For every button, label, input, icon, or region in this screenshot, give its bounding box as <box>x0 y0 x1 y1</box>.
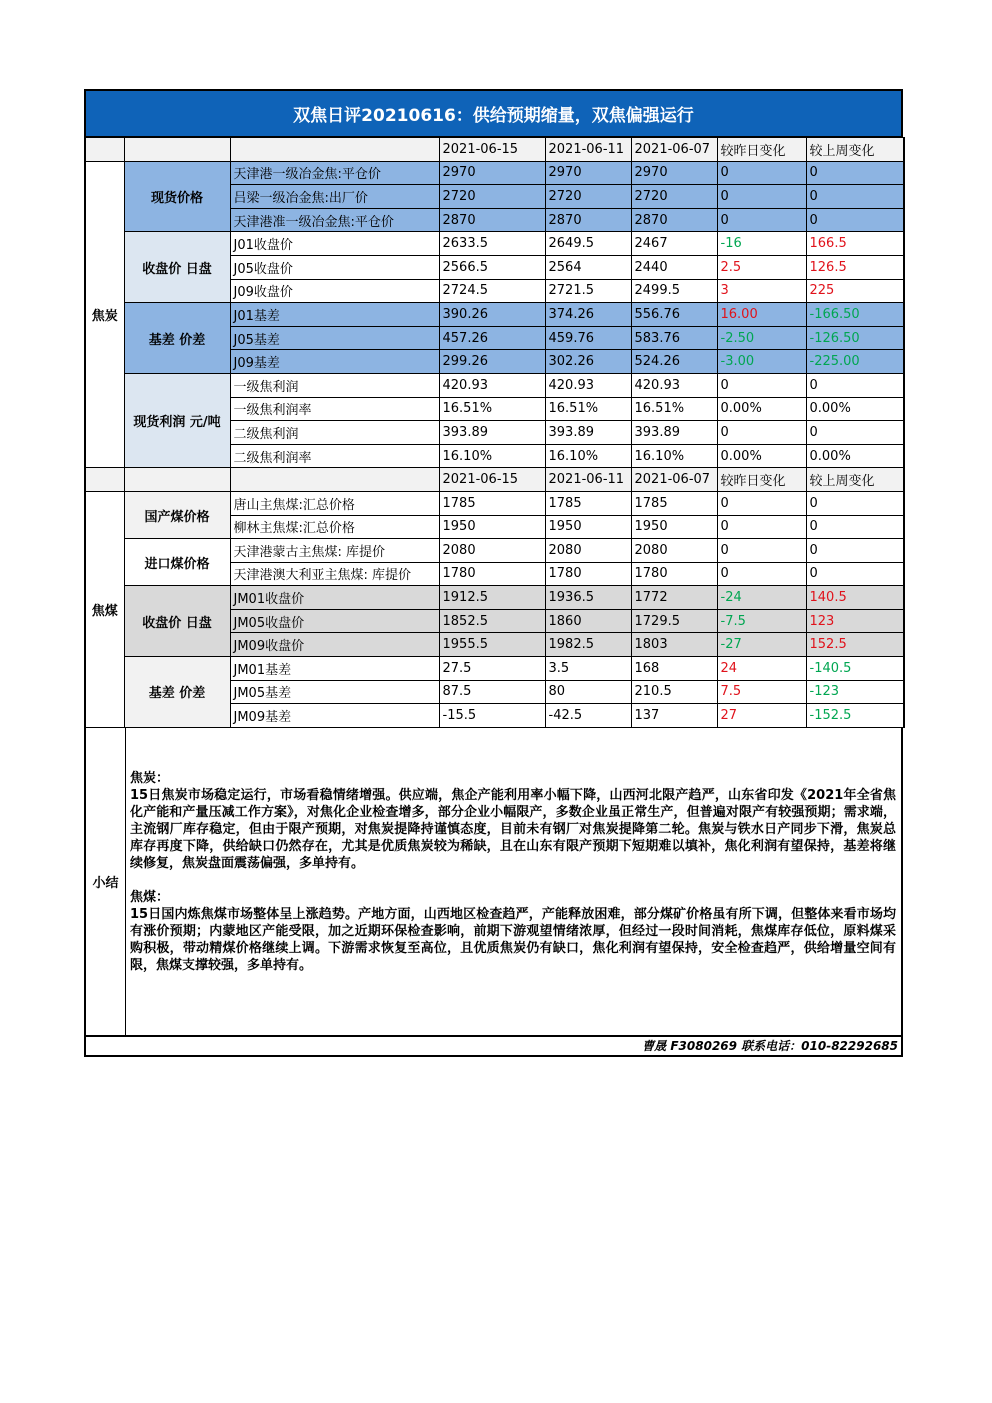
value-cell: 1912.5 <box>439 586 545 610</box>
value-cell: 2721.5 <box>545 279 631 303</box>
table-row <box>85 539 904 563</box>
table-row <box>85 232 904 256</box>
change-week-cell: 140.5 <box>806 586 904 610</box>
indicator-name: 一级焦利润 <box>230 373 439 397</box>
value-cell: 2970 <box>439 161 545 185</box>
table-row <box>85 491 904 515</box>
header-blank <box>230 138 439 162</box>
value-cell: 16.10% <box>439 444 545 468</box>
indicator-name: J09收盘价 <box>230 279 439 303</box>
change-day-cell: 0 <box>717 421 806 445</box>
change-week-cell: 0 <box>806 562 904 586</box>
change-week-cell: 0 <box>806 515 904 539</box>
coke-summary-heading: 焦炭： <box>130 770 170 786</box>
group-label: 国产煤价格 <box>124 491 230 538</box>
value-cell: 2080 <box>545 539 631 563</box>
value-cell: 393.89 <box>439 421 545 445</box>
change-week-cell: 123 <box>806 609 904 633</box>
change-week-cell: 225 <box>806 279 904 303</box>
change-day-cell: -24 <box>717 586 806 610</box>
value-cell: 2870 <box>631 208 717 232</box>
table-row <box>85 303 904 327</box>
table-row <box>85 373 904 397</box>
value-cell: 2870 <box>545 208 631 232</box>
indicator-name: 柳林主焦煤:汇总价格 <box>230 515 439 539</box>
change-week-cell: 126.5 <box>806 255 904 279</box>
group-label: 进口煤价格 <box>124 539 230 586</box>
header-date: 2021-06-15 <box>439 138 545 162</box>
change-day-cell: 0 <box>717 539 806 563</box>
value-cell: 210.5 <box>631 680 717 704</box>
value-cell: 2720 <box>545 185 631 209</box>
value-cell: 3.5 <box>545 657 631 681</box>
change-week-cell: -152.5 <box>806 704 904 728</box>
value-cell: 302.26 <box>545 350 631 374</box>
footer-contact: 曹晟 F3080269 联系电话：010-82292685 <box>84 1037 903 1057</box>
value-cell: 1936.5 <box>545 586 631 610</box>
value-cell: 16.51% <box>439 397 545 421</box>
value-cell: 374.26 <box>545 303 631 327</box>
header-row-coal <box>85 468 904 492</box>
category-label: 焦煤 <box>85 491 124 727</box>
value-cell: 16.10% <box>545 444 631 468</box>
value-cell: 16.51% <box>545 397 631 421</box>
change-week-cell: -126.50 <box>806 326 904 350</box>
change-day-cell: 24 <box>717 657 806 681</box>
change-day-cell: 0 <box>717 161 806 185</box>
change-day-cell: 0.00% <box>717 444 806 468</box>
header-row-coke <box>85 138 904 162</box>
value-cell: 2467 <box>631 232 717 256</box>
value-cell: 1860 <box>545 609 631 633</box>
indicator-name: J09基差 <box>230 350 439 374</box>
indicator-name: 天津港一级冶金焦:平仓价 <box>230 161 439 185</box>
value-cell: 2633.5 <box>439 232 545 256</box>
value-cell: 1950 <box>439 515 545 539</box>
change-week-cell: -140.5 <box>806 657 904 681</box>
value-cell: 1950 <box>545 515 631 539</box>
change-day-cell: -16 <box>717 232 806 256</box>
coal-summary-body: 15日国内炼焦煤市场整体呈上涨趋势。产地方面，山西地区检查趋严，产能释放困难，部分煤矿价格虽有所下调，但整体来看市场均有涨价预期；内蒙地区产能受限，加之近期环保检查影响，前期下游观望情绪浓厚，但经过一段时间消耗，焦煤库存低位，原料煤采购积极，带动精煤价格继续上调。下游需求恢复至高位，且优质焦炭仍有缺口，焦化利润有望保持，安全检查趋严，供给增量空间有限，焦煤支撑较强，多单持有。 <box>130 906 896 973</box>
change-day-cell: 7.5 <box>717 680 806 704</box>
change-day-cell: 0.00% <box>717 397 806 421</box>
report-title: 双焦日评20210616：供给预期缩量，双焦偏强运行 <box>84 89 903 137</box>
value-cell: 1729.5 <box>631 609 717 633</box>
change-day-cell: 0 <box>717 562 806 586</box>
value-cell: 1982.5 <box>545 633 631 657</box>
change-week-cell: 0 <box>806 185 904 209</box>
change-day-cell: 27 <box>717 704 806 728</box>
change-week-cell: -225.00 <box>806 350 904 374</box>
table-row <box>85 657 904 681</box>
value-cell: 420.93 <box>545 373 631 397</box>
value-cell: 2080 <box>631 539 717 563</box>
value-cell: 1780 <box>439 562 545 586</box>
value-cell: 1780 <box>631 562 717 586</box>
indicator-name: 天津港准一级冶金焦:平仓价 <box>230 208 439 232</box>
indicator-name: 天津港澳大利亚主焦煤: 库提价 <box>230 562 439 586</box>
value-cell: 459.76 <box>545 326 631 350</box>
change-day-cell: 2.5 <box>717 255 806 279</box>
indicator-name: 天津港蒙古主焦煤: 库提价 <box>230 539 439 563</box>
change-week-cell: 0.00% <box>806 444 904 468</box>
indicator-name: 二级焦利润率 <box>230 444 439 468</box>
change-week-cell: 0.00% <box>806 397 904 421</box>
value-cell: 393.89 <box>631 421 717 445</box>
value-cell: 87.5 <box>439 680 545 704</box>
value-cell: 168 <box>631 657 717 681</box>
table-row <box>85 586 904 610</box>
change-week-cell: -166.50 <box>806 303 904 327</box>
change-day-cell: 16.00 <box>717 303 806 327</box>
value-cell: 1780 <box>545 562 631 586</box>
group-label: 收盘价 日盘 <box>124 232 230 303</box>
indicator-name: 吕梁一级冶金焦:出厂价 <box>230 185 439 209</box>
value-cell: 2724.5 <box>439 279 545 303</box>
header-blank <box>124 138 230 162</box>
indicator-name: JM09基差 <box>230 704 439 728</box>
data-table <box>84 137 905 728</box>
header-blank <box>85 468 124 492</box>
group-label: 收盘价 日盘 <box>124 586 230 657</box>
value-cell: 420.93 <box>439 373 545 397</box>
value-cell: 137 <box>631 704 717 728</box>
summary-text <box>126 728 901 1035</box>
summary-label: 小结 <box>86 728 126 1035</box>
value-cell: 2970 <box>631 161 717 185</box>
indicator-name: JM01收盘价 <box>230 586 439 610</box>
change-week-cell: 0 <box>806 421 904 445</box>
change-week-cell: 0 <box>806 208 904 232</box>
value-cell: 2564 <box>545 255 631 279</box>
value-cell: 299.26 <box>439 350 545 374</box>
header-change-week: 较上周变化 <box>806 138 904 162</box>
value-cell: 556.76 <box>631 303 717 327</box>
change-week-cell: 0 <box>806 161 904 185</box>
header-date: 2021-06-07 <box>631 468 717 492</box>
change-day-cell: -2.50 <box>717 326 806 350</box>
indicator-name: J01基差 <box>230 303 439 327</box>
value-cell: 583.76 <box>631 326 717 350</box>
value-cell: 390.26 <box>439 303 545 327</box>
value-cell: 2440 <box>631 255 717 279</box>
indicator-name: J05收盘价 <box>230 255 439 279</box>
header-date: 2021-06-15 <box>439 468 545 492</box>
value-cell: 1785 <box>545 491 631 515</box>
value-cell: -42.5 <box>545 704 631 728</box>
value-cell: 27.5 <box>439 657 545 681</box>
category-label: 焦炭 <box>85 161 124 468</box>
change-day-cell: 0 <box>717 373 806 397</box>
value-cell: 524.26 <box>631 350 717 374</box>
header-change-day: 较昨日变化 <box>717 468 806 492</box>
value-cell: 1950 <box>631 515 717 539</box>
change-day-cell: -7.5 <box>717 609 806 633</box>
indicator-name: JM05收盘价 <box>230 609 439 633</box>
header-blank <box>85 138 124 162</box>
summary-section <box>84 728 903 1037</box>
change-week-cell: 0 <box>806 539 904 563</box>
value-cell: 80 <box>545 680 631 704</box>
group-label: 基差 价差 <box>124 303 230 374</box>
value-cell: -15.5 <box>439 704 545 728</box>
value-cell: 393.89 <box>545 421 631 445</box>
indicator-name: JM05基差 <box>230 680 439 704</box>
coal-summary-heading: 焦煤： <box>130 889 170 905</box>
report-sheet <box>84 89 903 1057</box>
value-cell: 1785 <box>439 491 545 515</box>
change-day-cell: 0 <box>717 491 806 515</box>
change-day-cell: 0 <box>717 185 806 209</box>
change-week-cell: 0 <box>806 491 904 515</box>
value-cell: 420.93 <box>631 373 717 397</box>
value-cell: 1803 <box>631 633 717 657</box>
indicator-name: J01收盘价 <box>230 232 439 256</box>
change-week-cell: 0 <box>806 373 904 397</box>
value-cell: 1852.5 <box>439 609 545 633</box>
change-day-cell: -27 <box>717 633 806 657</box>
value-cell: 2649.5 <box>545 232 631 256</box>
indicator-name: J05基差 <box>230 326 439 350</box>
group-label: 现货价格 <box>124 161 230 232</box>
change-week-cell: -123 <box>806 680 904 704</box>
value-cell: 2720 <box>439 185 545 209</box>
change-week-cell: 166.5 <box>806 232 904 256</box>
change-day-cell: 0 <box>717 208 806 232</box>
value-cell: 2499.5 <box>631 279 717 303</box>
change-day-cell: 0 <box>717 515 806 539</box>
header-change-week: 较上周变化 <box>806 468 904 492</box>
group-label: 基差 价差 <box>124 657 230 728</box>
value-cell: 2566.5 <box>439 255 545 279</box>
indicator-name: 一级焦利润率 <box>230 397 439 421</box>
header-blank <box>124 468 230 492</box>
value-cell: 16.51% <box>631 397 717 421</box>
indicator-name: 二级焦利润 <box>230 421 439 445</box>
value-cell: 1785 <box>631 491 717 515</box>
value-cell: 1955.5 <box>439 633 545 657</box>
header-date: 2021-06-11 <box>545 468 631 492</box>
change-day-cell: -3.00 <box>717 350 806 374</box>
table-row <box>85 161 904 185</box>
indicator-name: JM01基差 <box>230 657 439 681</box>
coke-summary-body: 15日焦炭市场稳定运行，市场看稳情绪增强。供应端，焦企产能利用率小幅下降，山西河北限产趋严，山东省印发《2021年全省焦化产能和产量压减工作方案》，对焦化企业检查增多，部分企业小幅限产，多数企业虽正常生产，但普遍对限产有较强预期；需求端，主流钢厂库存稳定，但由于限产预期，对焦炭提降持谨慎态度，目前未有钢厂对焦炭提降第二轮。焦炭与铁水日产同步下滑，焦炭总库存再度下降，供给缺口仍然存在，尤其是优质焦炭较为稀缺，且在山东有限产预期下短期难以填补，焦化利润有望保持，基差将继续修复，焦炭盘面震荡偏强，多单持有。 <box>130 787 896 871</box>
value-cell: 2870 <box>439 208 545 232</box>
change-day-cell: 3 <box>717 279 806 303</box>
indicator-name: 唐山主焦煤:汇总价格 <box>230 491 439 515</box>
header-blank <box>230 468 439 492</box>
change-week-cell: 152.5 <box>806 633 904 657</box>
header-change-day: 较昨日变化 <box>717 138 806 162</box>
value-cell: 16.10% <box>631 444 717 468</box>
indicator-name: JM09收盘价 <box>230 633 439 657</box>
value-cell: 1772 <box>631 586 717 610</box>
value-cell: 2970 <box>545 161 631 185</box>
value-cell: 457.26 <box>439 326 545 350</box>
value-cell: 2080 <box>439 539 545 563</box>
header-date: 2021-06-11 <box>545 138 631 162</box>
header-date: 2021-06-07 <box>631 138 717 162</box>
group-label: 现货利润 元/吨 <box>124 373 230 467</box>
value-cell: 2720 <box>631 185 717 209</box>
